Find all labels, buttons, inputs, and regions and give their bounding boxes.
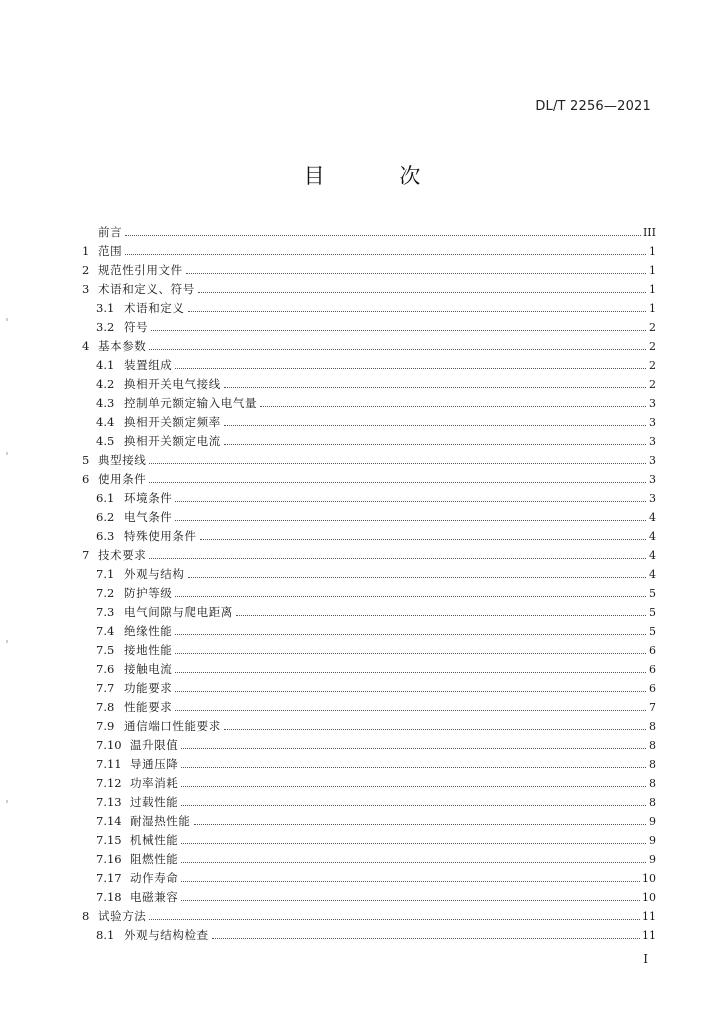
toc-entry-title: 接地性能 xyxy=(124,643,173,657)
toc-entry-page: 6 xyxy=(649,644,656,657)
toc-entry[interactable] xyxy=(82,641,656,660)
toc-entry-number: 7.12 xyxy=(96,776,122,790)
toc-entry-page: 8 xyxy=(649,796,656,809)
toc-entry-page: 1 xyxy=(649,283,656,296)
toc-entry-title: 试验方法 xyxy=(98,909,147,923)
toc-entry-title: 环境条件 xyxy=(124,491,173,505)
toc-entry[interactable] xyxy=(82,242,656,261)
toc-entry-title: 电气间隙与爬电距离 xyxy=(124,605,233,619)
toc-entry-page: 8 xyxy=(649,739,656,752)
toc-entry[interactable] xyxy=(82,603,656,622)
toc-entry[interactable] xyxy=(82,337,656,356)
toc-entry-page: 4 xyxy=(649,530,656,543)
toc-entry-page: 7 xyxy=(649,701,656,714)
toc-leader-dots xyxy=(149,481,646,483)
toc-entry[interactable] xyxy=(82,413,656,432)
toc-entry-number: 4.3 xyxy=(96,396,115,410)
toc-entry-title: 特殊使用条件 xyxy=(124,529,197,543)
toc-leader-dots xyxy=(149,557,646,559)
toc-entry[interactable] xyxy=(82,660,656,679)
toc-entry-title: 装置组成 xyxy=(124,358,173,372)
toc-entry-page: 3 xyxy=(649,416,656,429)
toc-entry-page: 2 xyxy=(649,378,656,391)
toc-entry[interactable] xyxy=(82,698,656,717)
toc-entry[interactable] xyxy=(82,489,656,508)
toc-entry[interactable] xyxy=(82,755,656,774)
toc-leader-dots xyxy=(181,747,646,749)
toc-entry-title: 功能要求 xyxy=(124,681,173,695)
toc-entry-page: 1 xyxy=(649,302,656,315)
toc-entry-title: 电气条件 xyxy=(124,510,173,524)
toc-entry-page: 11 xyxy=(642,929,656,942)
toc-entry-page: 4 xyxy=(649,511,656,524)
toc-entry-title: 技术要求 xyxy=(98,548,147,562)
toc-entry[interactable] xyxy=(82,432,656,451)
toc-entry-page: 5 xyxy=(649,606,656,619)
toc-leader-dots xyxy=(175,633,646,635)
toc-entry[interactable] xyxy=(82,584,656,603)
toc-entry-page: 3 xyxy=(649,473,656,486)
toc-entry-page: 9 xyxy=(649,834,656,847)
toc-entry-page: 5 xyxy=(649,587,656,600)
toc-entry-page: 8 xyxy=(649,720,656,733)
toc-entry[interactable] xyxy=(82,850,656,869)
toc-entry[interactable] xyxy=(82,565,656,584)
toc-leader-dots xyxy=(149,348,646,350)
toc-entry-title: 机械性能 xyxy=(130,833,179,847)
toc-entry-number: 3 xyxy=(82,282,90,296)
toc-entry-number: 7.10 xyxy=(96,738,122,752)
toc-entry[interactable] xyxy=(82,375,656,394)
scan-speck xyxy=(6,318,8,321)
toc-entry[interactable] xyxy=(82,831,656,850)
toc-entry-title: 符号 xyxy=(124,320,149,334)
toc-entry-number: 7.2 xyxy=(96,586,115,600)
toc-entry-page: 6 xyxy=(649,682,656,695)
toc-entry-number: 4.4 xyxy=(96,415,115,429)
toc-entry-number: 7 xyxy=(82,548,90,562)
toc-entry[interactable] xyxy=(82,356,656,375)
toc-leader-dots xyxy=(188,576,647,578)
toc-entry-title: 耐湿热性能 xyxy=(130,814,191,828)
toc-entry[interactable] xyxy=(82,888,656,907)
toc-entry-page: 8 xyxy=(649,758,656,771)
toc-entry-title: 换相开关额定电流 xyxy=(124,434,221,448)
toc-entry[interactable] xyxy=(82,508,656,527)
toc-entry-number: 7.17 xyxy=(96,871,122,885)
toc-entry-page: 9 xyxy=(649,853,656,866)
toc-leader-dots xyxy=(181,880,640,882)
toc-entry-page: 3 xyxy=(649,435,656,448)
toc-entry[interactable] xyxy=(82,394,656,413)
toc-entry[interactable] xyxy=(82,470,656,489)
toc-entry-title: 术语和定义 xyxy=(124,301,185,315)
toc-leader-dots xyxy=(186,272,646,274)
toc-entry-page: 6 xyxy=(649,663,656,676)
toc-entry-number: 8 xyxy=(82,909,90,923)
toc-entry-page: 4 xyxy=(649,568,656,581)
toc-entry-number: 4.5 xyxy=(96,434,115,448)
toc-entry-number: 2 xyxy=(82,263,90,277)
toc-entry[interactable] xyxy=(82,318,656,337)
toc-entry-title: 阻燃性能 xyxy=(130,852,179,866)
toc-leader-dots xyxy=(181,861,646,863)
toc-entry-number: 7.6 xyxy=(96,662,115,676)
toc-entry-title: 通信端口性能要求 xyxy=(124,719,221,733)
toc-leader-dots xyxy=(175,671,646,673)
toc-entry-number: 7.5 xyxy=(96,643,115,657)
toc-entry[interactable] xyxy=(82,926,656,945)
toc-entry-title: 过载性能 xyxy=(130,795,179,809)
toc-entry-number: 7.3 xyxy=(96,605,115,619)
toc-entry-page: 1 xyxy=(649,245,656,258)
toc-entry-page: 10 xyxy=(642,872,656,885)
toc-leader-dots xyxy=(181,766,646,768)
toc-entry-page: 2 xyxy=(649,359,656,372)
toc-entry-title: 基本参数 xyxy=(98,339,147,353)
toc-entry-title: 功率消耗 xyxy=(130,776,179,790)
toc-entry-title: 温升限值 xyxy=(130,738,179,752)
toc-entry[interactable] xyxy=(82,907,656,926)
toc-entry[interactable] xyxy=(82,546,656,565)
toc-entry-number: 7.18 xyxy=(96,890,122,904)
toc-entry-title: 控制单元额定输入电气量 xyxy=(124,396,258,410)
toc-entry-number: 6 xyxy=(82,472,90,486)
toc-entry[interactable] xyxy=(82,679,656,698)
toc-entry-number: 7.14 xyxy=(96,814,122,828)
toc-entry-page: 4 xyxy=(649,549,656,562)
toc-leader-dots xyxy=(181,899,640,901)
toc-entry-number: 7.4 xyxy=(96,624,115,638)
toc-entry[interactable] xyxy=(82,451,656,470)
toc-entry-page: 2 xyxy=(649,340,656,353)
toc-leader-dots xyxy=(224,386,646,388)
toc-entry-number: 7.1 xyxy=(96,567,115,581)
toc-leader-dots xyxy=(175,709,646,711)
toc-entry-page: 3 xyxy=(649,397,656,410)
toc-leader-dots xyxy=(181,842,646,844)
toc-entry[interactable] xyxy=(82,622,656,641)
toc-entry-number: 5 xyxy=(82,453,90,467)
toc-entry-title: 绝缘性能 xyxy=(124,624,173,638)
toc-leader-dots xyxy=(181,785,646,787)
toc-leader-dots xyxy=(175,519,646,521)
scan-speck xyxy=(6,800,8,803)
toc-entry-number: 7.16 xyxy=(96,852,122,866)
toc-entry-page: 3 xyxy=(649,454,656,467)
document-code: DL/T 2256—2021 xyxy=(535,99,651,114)
toc-entry-number: 7.8 xyxy=(96,700,115,714)
toc-entry[interactable] xyxy=(82,793,656,812)
toc-entry-number: 7.15 xyxy=(96,833,122,847)
page-title: 目 次 xyxy=(303,164,455,188)
toc-entry[interactable] xyxy=(82,717,656,736)
scan-speck xyxy=(6,452,8,455)
toc-entry-number: 6.2 xyxy=(96,510,115,524)
toc-entry-page: 8 xyxy=(649,777,656,790)
toc-leader-dots xyxy=(175,595,646,597)
toc-leader-dots xyxy=(194,823,647,825)
toc-entry[interactable] xyxy=(82,869,656,888)
toc-entry-page: 2 xyxy=(649,321,656,334)
toc-entry-page: 3 xyxy=(649,492,656,505)
table-of-contents xyxy=(82,223,656,945)
toc-leader-dots xyxy=(198,291,646,293)
toc-entry-page: 9 xyxy=(649,815,656,828)
toc-entry[interactable] xyxy=(82,280,656,299)
toc-entry-number: 1 xyxy=(82,244,90,258)
toc-entry-page: 5 xyxy=(649,625,656,638)
toc-leader-dots xyxy=(175,690,646,692)
toc-entry-title: 动作寿命 xyxy=(130,871,179,885)
toc-entry-number: 3.1 xyxy=(96,301,115,315)
toc-entry[interactable] xyxy=(82,812,656,831)
toc-leader-dots xyxy=(188,310,647,312)
toc-entry-number: 8.1 xyxy=(96,928,115,942)
toc-entry[interactable] xyxy=(82,223,656,242)
toc-entry[interactable] xyxy=(82,774,656,793)
scan-speck xyxy=(6,640,8,643)
toc-entry-number: 7.7 xyxy=(96,681,115,695)
toc-entry[interactable] xyxy=(82,736,656,755)
toc-entry-title: 接触电流 xyxy=(124,662,173,676)
toc-entry-number: 7.13 xyxy=(96,795,122,809)
toc-entry-title: 外观与结构检查 xyxy=(124,928,209,942)
toc-leader-dots xyxy=(175,367,646,369)
toc-entry-page: III xyxy=(642,226,656,239)
toc-entry-title: 换相开关额定频率 xyxy=(124,415,221,429)
toc-entry-number: 4 xyxy=(82,339,90,353)
toc-entry-page: 11 xyxy=(642,910,656,923)
toc-entry-title: 典型接线 xyxy=(98,453,147,467)
toc-entry-title: 使用条件 xyxy=(98,472,147,486)
toc-leader-dots xyxy=(175,652,646,654)
toc-entry-title: 外观与结构 xyxy=(124,567,185,581)
toc-leader-dots xyxy=(236,614,646,616)
toc-leader-dots xyxy=(149,462,646,464)
toc-entry-title: 范围 xyxy=(98,244,123,258)
toc-entry[interactable] xyxy=(82,527,656,546)
toc-entry-title: 性能要求 xyxy=(124,700,173,714)
toc-leader-dots xyxy=(181,804,646,806)
toc-leader-dots xyxy=(175,500,646,502)
toc-leader-dots xyxy=(149,918,640,920)
toc-entry-title: 术语和定义、符号 xyxy=(98,282,195,296)
toc-entry-number: 6.1 xyxy=(96,491,115,505)
toc-leader-dots xyxy=(200,538,646,540)
toc-entry-number: 7.9 xyxy=(96,719,115,733)
toc-entry-number: 4.2 xyxy=(96,377,115,391)
toc-leader-dots xyxy=(224,728,646,730)
toc-entry[interactable] xyxy=(82,299,656,318)
toc-entry-title: 防护等级 xyxy=(124,586,173,600)
toc-entry-number: 6.3 xyxy=(96,529,115,543)
toc-entry-number: 3.2 xyxy=(96,320,115,334)
toc-entry-page: 10 xyxy=(642,891,656,904)
toc-entry-title: 换相开关电气接线 xyxy=(124,377,221,391)
toc-leader-dots xyxy=(224,424,646,426)
page-number: I xyxy=(643,952,648,966)
toc-entry-title: 前言 xyxy=(98,225,123,239)
toc-entry[interactable] xyxy=(82,261,656,280)
toc-entry-number: 4.1 xyxy=(96,358,115,372)
toc-entry-title: 电磁兼容 xyxy=(130,890,179,904)
toc-entry-page: 1 xyxy=(649,264,656,277)
toc-leader-dots xyxy=(151,329,646,331)
toc-leader-dots xyxy=(212,937,640,939)
toc-leader-dots xyxy=(224,443,646,445)
toc-leader-dots xyxy=(125,234,641,236)
toc-entry-title: 规范性引用文件 xyxy=(98,263,183,277)
toc-entry-title: 导通压降 xyxy=(130,757,179,771)
toc-entry-number: 7.11 xyxy=(96,757,122,771)
toc-leader-dots xyxy=(260,405,646,407)
toc-leader-dots xyxy=(125,253,646,255)
